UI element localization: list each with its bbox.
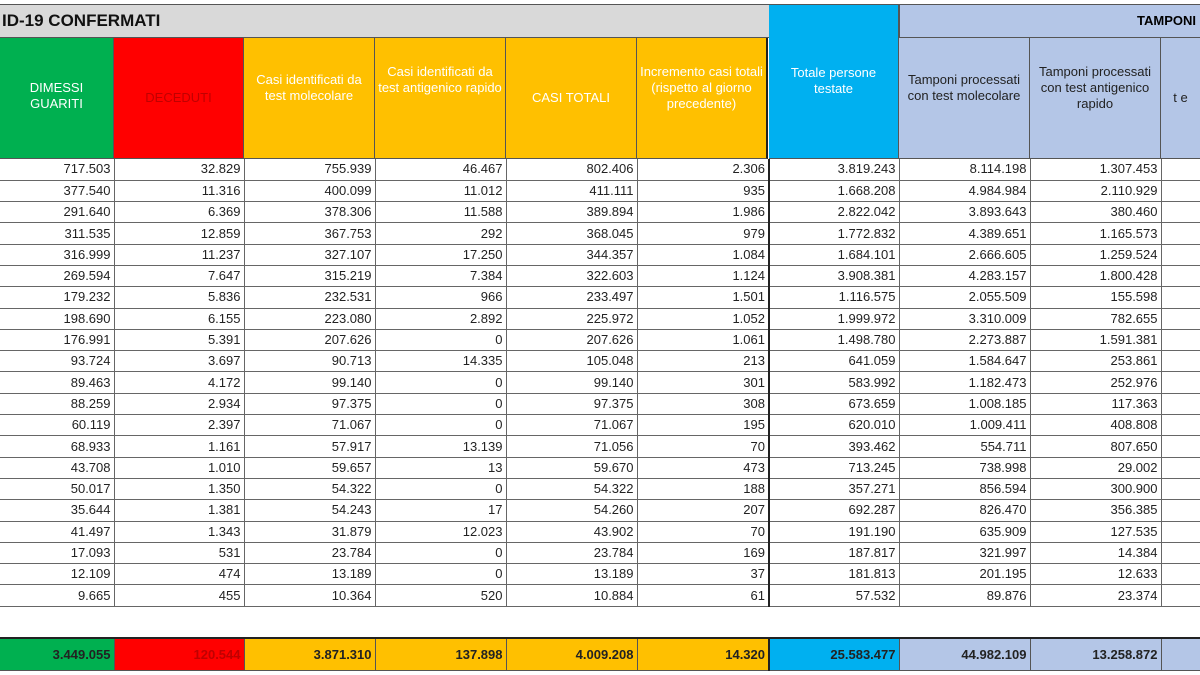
table-row bbox=[0, 265, 1200, 286]
table-row bbox=[0, 202, 1200, 223]
cell-deceduti: 2.397 bbox=[114, 415, 244, 436]
cell-extra bbox=[1161, 351, 1200, 372]
total-tamponi-antigenico: 13.258.872 bbox=[1030, 638, 1161, 670]
cell-incremento: 473 bbox=[637, 457, 769, 478]
cell-tamponi-antigenico: 2.110.929 bbox=[1030, 180, 1161, 201]
cell-casi-totali: 10.884 bbox=[506, 585, 637, 606]
cell-tamponi-antigenico: 300.900 bbox=[1030, 478, 1161, 499]
cell-tamponi-antigenico: 408.808 bbox=[1030, 415, 1161, 436]
cell-tamponi-antigenico: 12.633 bbox=[1030, 564, 1161, 585]
cell-antigenico: 11.588 bbox=[375, 202, 506, 223]
cell-antigenico: 292 bbox=[375, 223, 506, 244]
cell-persone-testate: 3.819.243 bbox=[769, 159, 899, 180]
cell-extra bbox=[1161, 500, 1200, 521]
cell-tamponi-molecolare: 2.055.509 bbox=[899, 287, 1030, 308]
total-incremento: 14.320 bbox=[637, 638, 769, 670]
table-row bbox=[0, 308, 1200, 329]
cell-casi-totali: 71.056 bbox=[506, 436, 637, 457]
cell-deceduti: 455 bbox=[114, 585, 244, 606]
table-row bbox=[0, 542, 1200, 563]
cell-dimessi: 176.991 bbox=[0, 329, 114, 350]
header-tamponi-antigenico bbox=[1030, 38, 1161, 159]
cell-dimessi: 41.497 bbox=[0, 521, 114, 542]
cell-tamponi-antigenico: 1.307.453 bbox=[1030, 159, 1161, 180]
table-row bbox=[0, 372, 1200, 393]
cell-persone-testate: 1.498.780 bbox=[769, 329, 899, 350]
total-persone-testate: 25.583.477 bbox=[769, 638, 899, 670]
cell-dimessi: 17.093 bbox=[0, 542, 114, 563]
cell-incremento: 1.052 bbox=[637, 308, 769, 329]
cell-antigenico: 0 bbox=[375, 329, 506, 350]
cell-deceduti: 11.237 bbox=[114, 244, 244, 265]
table-row bbox=[0, 244, 1200, 265]
cell-dimessi: 43.708 bbox=[0, 457, 114, 478]
cell-extra bbox=[1161, 329, 1200, 350]
cell-casi-totali: 225.972 bbox=[506, 308, 637, 329]
table-row bbox=[0, 329, 1200, 350]
cell-casi-totali: 54.322 bbox=[506, 478, 637, 499]
cell-molecolare: 755.939 bbox=[244, 159, 375, 180]
cell-molecolare: 10.364 bbox=[244, 585, 375, 606]
header-casi-antigenico bbox=[375, 38, 506, 159]
cell-molecolare: 327.107 bbox=[244, 244, 375, 265]
table-title: ID-19 CONFERMATI bbox=[0, 4, 769, 38]
cell-molecolare: 315.219 bbox=[244, 265, 375, 286]
cell-casi-totali: 54.260 bbox=[506, 500, 637, 521]
cell-antigenico: 2.892 bbox=[375, 308, 506, 329]
cell-extra bbox=[1161, 436, 1200, 457]
table-row bbox=[0, 180, 1200, 201]
header-incremento bbox=[637, 38, 768, 159]
cell-deceduti: 6.369 bbox=[114, 202, 244, 223]
cell-deceduti: 1.350 bbox=[114, 478, 244, 499]
cell-tamponi-molecolare: 1.182.473 bbox=[899, 372, 1030, 393]
cell-antigenico: 0 bbox=[375, 542, 506, 563]
cell-deceduti: 1.343 bbox=[114, 521, 244, 542]
cell-antigenico: 0 bbox=[375, 393, 506, 414]
cell-persone-testate: 673.659 bbox=[769, 393, 899, 414]
table-row bbox=[0, 351, 1200, 372]
cell-antigenico: 7.384 bbox=[375, 265, 506, 286]
cell-tamponi-molecolare: 826.470 bbox=[899, 500, 1030, 521]
cell-antigenico: 14.335 bbox=[375, 351, 506, 372]
cell-persone-testate: 1.116.575 bbox=[769, 287, 899, 308]
cell-antigenico: 520 bbox=[375, 585, 506, 606]
cell-casi-totali: 59.670 bbox=[506, 457, 637, 478]
cell-incremento: 70 bbox=[637, 521, 769, 542]
cell-persone-testate: 2.822.042 bbox=[769, 202, 899, 223]
cell-dimessi: 269.594 bbox=[0, 265, 114, 286]
cell-casi-totali: 389.894 bbox=[506, 202, 637, 223]
header-tamponi-molecolare bbox=[899, 38, 1030, 159]
cell-extra bbox=[1161, 457, 1200, 478]
cell-dimessi: 93.724 bbox=[0, 351, 114, 372]
cell-antigenico: 13.139 bbox=[375, 436, 506, 457]
cell-dimessi: 377.540 bbox=[0, 180, 114, 201]
cell-tamponi-antigenico: 1.165.573 bbox=[1030, 223, 1161, 244]
cell-extra bbox=[1161, 159, 1200, 180]
cell-incremento: 979 bbox=[637, 223, 769, 244]
cell-dimessi: 9.665 bbox=[0, 585, 114, 606]
total-dimessi: 3.449.055 bbox=[0, 638, 114, 670]
cell-extra bbox=[1161, 287, 1200, 308]
cell-extra bbox=[1161, 223, 1200, 244]
cell-persone-testate: 1.772.832 bbox=[769, 223, 899, 244]
cell-extra bbox=[1161, 244, 1200, 265]
header-label: Totale persone testate bbox=[790, 65, 877, 96]
cell-deceduti: 12.859 bbox=[114, 223, 244, 244]
cell-incremento: 188 bbox=[637, 478, 769, 499]
cell-persone-testate: 692.287 bbox=[769, 500, 899, 521]
cell-persone-testate: 583.992 bbox=[769, 372, 899, 393]
cell-antigenico: 12.023 bbox=[375, 521, 506, 542]
data-table bbox=[0, 159, 1200, 607]
cell-tamponi-molecolare: 554.711 bbox=[899, 436, 1030, 457]
cell-antigenico: 0 bbox=[375, 372, 506, 393]
cell-tamponi-molecolare: 2.666.605 bbox=[899, 244, 1030, 265]
cell-dimessi: 291.640 bbox=[0, 202, 114, 223]
cell-tamponi-molecolare: 2.273.887 bbox=[899, 329, 1030, 350]
cell-deceduti: 1.010 bbox=[114, 457, 244, 478]
header-label: DECEDUTI bbox=[145, 90, 212, 105]
cell-tamponi-antigenico: 23.374 bbox=[1030, 585, 1161, 606]
cell-incremento: 195 bbox=[637, 415, 769, 436]
cell-tamponi-antigenico: 1.591.381 bbox=[1030, 329, 1161, 350]
header-dimessi-guariti bbox=[0, 38, 114, 159]
header-label: Incremento casi totali (rispetto al giorno precedente) bbox=[640, 64, 763, 111]
cell-molecolare: 97.375 bbox=[244, 393, 375, 414]
cell-tamponi-molecolare: 3.893.643 bbox=[899, 202, 1030, 223]
table-row bbox=[0, 500, 1200, 521]
cell-tamponi-molecolare: 4.389.651 bbox=[899, 223, 1030, 244]
cell-dimessi: 60.119 bbox=[0, 415, 114, 436]
cell-persone-testate: 713.245 bbox=[769, 457, 899, 478]
cell-deceduti: 6.155 bbox=[114, 308, 244, 329]
header-label: Casi identificati da test antigenico rapido bbox=[378, 64, 502, 95]
cell-tamponi-antigenico: 782.655 bbox=[1030, 308, 1161, 329]
table-row bbox=[0, 564, 1200, 585]
cell-molecolare: 378.306 bbox=[244, 202, 375, 223]
cell-incremento: 1.124 bbox=[637, 265, 769, 286]
cell-antigenico: 0 bbox=[375, 415, 506, 436]
header-casi-molecolare bbox=[244, 38, 375, 159]
cell-tamponi-antigenico: 14.384 bbox=[1030, 542, 1161, 563]
tamponi-section-title: TAMPONI bbox=[899, 4, 1200, 38]
cell-antigenico: 966 bbox=[375, 287, 506, 308]
cell-persone-testate: 181.813 bbox=[769, 564, 899, 585]
header-label: Casi identificati da test molecolare bbox=[256, 72, 362, 103]
cell-persone-testate: 620.010 bbox=[769, 415, 899, 436]
cell-tamponi-antigenico: 252.976 bbox=[1030, 372, 1161, 393]
cell-incremento: 1.501 bbox=[637, 287, 769, 308]
totals-table-row bbox=[0, 638, 1200, 670]
cell-tamponi-antigenico: 807.650 bbox=[1030, 436, 1161, 457]
cell-persone-testate: 357.271 bbox=[769, 478, 899, 499]
cell-tamponi-antigenico: 1.259.524 bbox=[1030, 244, 1161, 265]
cell-dimessi: 68.933 bbox=[0, 436, 114, 457]
table-row bbox=[0, 585, 1200, 606]
cell-tamponi-molecolare: 89.876 bbox=[899, 585, 1030, 606]
cell-incremento: 70 bbox=[637, 436, 769, 457]
table-body bbox=[0, 159, 1200, 606]
cell-molecolare: 400.099 bbox=[244, 180, 375, 201]
cell-persone-testate: 3.908.381 bbox=[769, 265, 899, 286]
cell-antigenico: 0 bbox=[375, 564, 506, 585]
cell-molecolare: 23.784 bbox=[244, 542, 375, 563]
cell-persone-testate: 1.668.208 bbox=[769, 180, 899, 201]
cell-deceduti: 5.836 bbox=[114, 287, 244, 308]
cell-extra bbox=[1161, 564, 1200, 585]
cell-tamponi-antigenico: 117.363 bbox=[1030, 393, 1161, 414]
cell-tamponi-molecolare: 201.195 bbox=[899, 564, 1030, 585]
cell-deceduti: 1.381 bbox=[114, 500, 244, 521]
cell-molecolare: 367.753 bbox=[244, 223, 375, 244]
cell-tamponi-molecolare: 635.909 bbox=[899, 521, 1030, 542]
header-label: DIMESSI GUARITI bbox=[29, 80, 84, 111]
table-row bbox=[0, 159, 1200, 180]
cell-extra bbox=[1161, 393, 1200, 414]
cell-tamponi-molecolare: 1.009.411 bbox=[899, 415, 1030, 436]
cell-tamponi-molecolare: 738.998 bbox=[899, 457, 1030, 478]
cell-molecolare: 59.657 bbox=[244, 457, 375, 478]
header-deceduti bbox=[114, 38, 244, 159]
cell-incremento: 207 bbox=[637, 500, 769, 521]
cell-molecolare: 54.243 bbox=[244, 500, 375, 521]
cell-incremento: 61 bbox=[637, 585, 769, 606]
header-label: t e bbox=[1173, 90, 1188, 105]
cell-incremento: 169 bbox=[637, 542, 769, 563]
cell-incremento: 935 bbox=[637, 180, 769, 201]
cell-casi-totali: 411.111 bbox=[506, 180, 637, 201]
cell-casi-totali: 344.357 bbox=[506, 244, 637, 265]
cell-incremento: 1.986 bbox=[637, 202, 769, 223]
cell-tamponi-molecolare: 1.584.647 bbox=[899, 351, 1030, 372]
cell-deceduti: 474 bbox=[114, 564, 244, 585]
cell-antigenico: 13 bbox=[375, 457, 506, 478]
cell-dimessi: 12.109 bbox=[0, 564, 114, 585]
cell-persone-testate: 641.059 bbox=[769, 351, 899, 372]
total-deceduti: 120.544 bbox=[114, 638, 244, 670]
cell-persone-testate: 393.462 bbox=[769, 436, 899, 457]
header-persone-testate bbox=[769, 4, 899, 159]
cell-molecolare: 54.322 bbox=[244, 478, 375, 499]
cell-tamponi-molecolare: 321.997 bbox=[899, 542, 1030, 563]
cell-incremento: 213 bbox=[637, 351, 769, 372]
cell-molecolare: 90.713 bbox=[244, 351, 375, 372]
cell-dimessi: 311.535 bbox=[0, 223, 114, 244]
cell-extra bbox=[1161, 585, 1200, 606]
cell-antigenico: 11.012 bbox=[375, 180, 506, 201]
totals-row bbox=[0, 637, 1200, 671]
cell-extra bbox=[1161, 521, 1200, 542]
cell-incremento: 37 bbox=[637, 564, 769, 585]
cell-tamponi-antigenico: 127.535 bbox=[1030, 521, 1161, 542]
cell-extra bbox=[1161, 202, 1200, 223]
cell-extra bbox=[1161, 478, 1200, 499]
cell-casi-totali: 368.045 bbox=[506, 223, 637, 244]
cell-tamponi-antigenico: 29.002 bbox=[1030, 457, 1161, 478]
cell-tamponi-antigenico: 1.800.428 bbox=[1030, 265, 1161, 286]
header-extra-cut bbox=[1161, 38, 1200, 159]
cell-incremento: 1.084 bbox=[637, 244, 769, 265]
cell-tamponi-antigenico: 356.385 bbox=[1030, 500, 1161, 521]
cell-casi-totali: 233.497 bbox=[506, 287, 637, 308]
cell-molecolare: 71.067 bbox=[244, 415, 375, 436]
cell-extra bbox=[1161, 542, 1200, 563]
cell-persone-testate: 1.999.972 bbox=[769, 308, 899, 329]
cell-deceduti: 32.829 bbox=[114, 159, 244, 180]
cell-persone-testate: 187.817 bbox=[769, 542, 899, 563]
cell-tamponi-molecolare: 4.984.984 bbox=[899, 180, 1030, 201]
cell-tamponi-antigenico: 155.598 bbox=[1030, 287, 1161, 308]
cell-incremento: 308 bbox=[637, 393, 769, 414]
cell-casi-totali: 322.603 bbox=[506, 265, 637, 286]
cell-incremento: 1.061 bbox=[637, 329, 769, 350]
cell-dimessi: 198.690 bbox=[0, 308, 114, 329]
cell-extra bbox=[1161, 265, 1200, 286]
cell-dimessi: 88.259 bbox=[0, 393, 114, 414]
table-row bbox=[0, 457, 1200, 478]
cell-deceduti: 3.697 bbox=[114, 351, 244, 372]
cell-antigenico: 17 bbox=[375, 500, 506, 521]
table-row bbox=[0, 478, 1200, 499]
cell-tamponi-molecolare: 1.008.185 bbox=[899, 393, 1030, 414]
table-row bbox=[0, 436, 1200, 457]
cell-persone-testate: 1.684.101 bbox=[769, 244, 899, 265]
cell-molecolare: 31.879 bbox=[244, 521, 375, 542]
cell-extra bbox=[1161, 372, 1200, 393]
cell-casi-totali: 13.189 bbox=[506, 564, 637, 585]
cell-antigenico: 17.250 bbox=[375, 244, 506, 265]
cell-casi-totali: 23.784 bbox=[506, 542, 637, 563]
cell-extra bbox=[1161, 415, 1200, 436]
cell-deceduti: 5.391 bbox=[114, 329, 244, 350]
cell-tamponi-molecolare: 8.114.198 bbox=[899, 159, 1030, 180]
cell-deceduti: 7.647 bbox=[114, 265, 244, 286]
cell-deceduti: 1.161 bbox=[114, 436, 244, 457]
table-row bbox=[0, 223, 1200, 244]
cell-dimessi: 35.644 bbox=[0, 500, 114, 521]
cell-casi-totali: 105.048 bbox=[506, 351, 637, 372]
header-casi-totali bbox=[506, 38, 637, 159]
cell-dimessi: 316.999 bbox=[0, 244, 114, 265]
cell-dimessi: 50.017 bbox=[0, 478, 114, 499]
total-casi-totali: 4.009.208 bbox=[506, 638, 637, 670]
cell-persone-testate: 191.190 bbox=[769, 521, 899, 542]
cell-incremento: 301 bbox=[637, 372, 769, 393]
cell-tamponi-molecolare: 856.594 bbox=[899, 478, 1030, 499]
cell-deceduti: 2.934 bbox=[114, 393, 244, 414]
cell-extra bbox=[1161, 180, 1200, 201]
cell-casi-totali: 97.375 bbox=[506, 393, 637, 414]
cell-casi-totali: 99.140 bbox=[506, 372, 637, 393]
cell-molecolare: 99.140 bbox=[244, 372, 375, 393]
cell-molecolare: 57.917 bbox=[244, 436, 375, 457]
cell-casi-totali: 802.406 bbox=[506, 159, 637, 180]
cell-molecolare: 223.080 bbox=[244, 308, 375, 329]
cell-tamponi-antigenico: 253.861 bbox=[1030, 351, 1161, 372]
total-tamponi-molecolare: 44.982.109 bbox=[899, 638, 1030, 670]
cell-antigenico: 0 bbox=[375, 478, 506, 499]
cell-tamponi-molecolare: 3.310.009 bbox=[899, 308, 1030, 329]
total-antigenico: 137.898 bbox=[375, 638, 506, 670]
table-row bbox=[0, 393, 1200, 414]
header-label: Tamponi processati con test molecolare bbox=[907, 72, 1021, 103]
cell-casi-totali: 43.902 bbox=[506, 521, 637, 542]
cell-deceduti: 4.172 bbox=[114, 372, 244, 393]
table-row bbox=[0, 415, 1200, 436]
header-label: CASI TOTALI bbox=[531, 90, 611, 105]
cell-casi-totali: 71.067 bbox=[506, 415, 637, 436]
cell-casi-totali: 207.626 bbox=[506, 329, 637, 350]
cell-deceduti: 531 bbox=[114, 542, 244, 563]
cell-persone-testate: 57.532 bbox=[769, 585, 899, 606]
cell-molecolare: 13.189 bbox=[244, 564, 375, 585]
cell-tamponi-molecolare: 4.283.157 bbox=[899, 265, 1030, 286]
total-molecolare: 3.871.310 bbox=[244, 638, 375, 670]
cell-tamponi-antigenico: 380.460 bbox=[1030, 202, 1161, 223]
table-row bbox=[0, 521, 1200, 542]
table-row bbox=[0, 287, 1200, 308]
cell-dimessi: 89.463 bbox=[0, 372, 114, 393]
cell-molecolare: 207.626 bbox=[244, 329, 375, 350]
total-extra bbox=[1161, 638, 1200, 670]
cell-antigenico: 46.467 bbox=[375, 159, 506, 180]
cell-molecolare: 232.531 bbox=[244, 287, 375, 308]
cell-dimessi: 717.503 bbox=[0, 159, 114, 180]
cell-deceduti: 11.316 bbox=[114, 180, 244, 201]
cell-incremento: 2.306 bbox=[637, 159, 769, 180]
cell-dimessi: 179.232 bbox=[0, 287, 114, 308]
header-label: Tamponi processati con test antigenico rapido bbox=[1039, 64, 1151, 111]
cell-extra bbox=[1161, 308, 1200, 329]
